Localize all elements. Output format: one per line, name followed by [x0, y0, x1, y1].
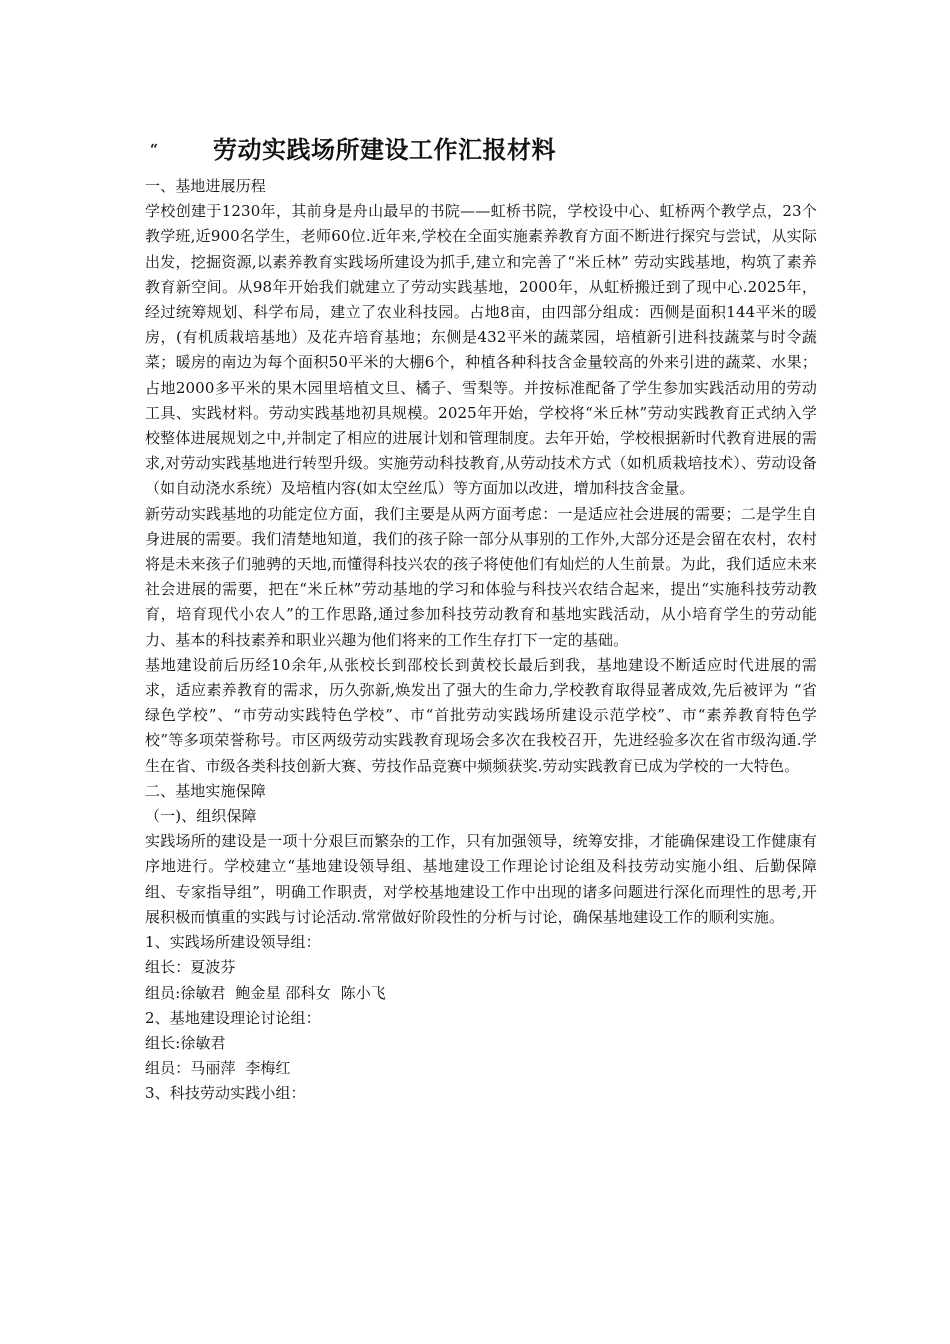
paragraph-function-positioning: 新劳动实践基地的功能定位方面，我们主要是从两方面考虑：一是适应社会进展的需要；二是学生自身进展的需要。我们清楚地知道，我们的孩子除一部分从事别的工作外,大部分还是会留在农村，农村将是未来孩子们驰骋的天地,而懂得科技兴农的孩子将使他们有灿烂的人生前景。为此，我们适应未来社会进展的需要，把在“米丘林”劳动基地的学习和体验与科技兴农结合起来，提出“实施科技劳动教育，培育现代小农人”的工作思路,通过参加科技劳动教育和基地实践活动，从小培育学生的劳动能力、基本的科技素养和职业兴趣为他们将来的工作生存打下一定的基础。 — [145, 504, 817, 649]
document-body — [145, 174, 817, 1107]
document-title: 劳动实践场所建设工作汇报材料 — [213, 135, 556, 164]
group-leader-theory: 组长:徐敏君 — [145, 1033, 226, 1052]
subsection-heading-organization: （一)、组织保障 — [145, 807, 257, 826]
group-title-practice: 3、科技劳动实践小组： — [145, 1084, 306, 1103]
group-leader-leadership: 组长：夏波芬 — [145, 958, 236, 977]
section-heading-progress-history: 一、基地进展历程 — [145, 177, 266, 195]
group-members-leadership: 组员:徐敏君 鲍金星 邵科女 陈小飞 — [145, 983, 386, 1002]
paragraph-organization: 实践场所的建设是一项十分艰巨而繁杂的工作，只有加强领导，统筹安排，才能确保建设工作健康有序地进行。学校建立“基地建设领导组、基地建设工作理论讨论组及科技劳动实施小组、后勤保障组、专家指导组”，明确工作职责，对学校基地建设工作中出现的诸多问题进行深化而理性的思考,开展积极而慎重的实践与讨论活动.常常做好阶段性的分析与讨论，确保基地建设工作的顺利实施。 — [145, 832, 817, 926]
paragraph-school-history: 学校创建于1230年，其前身是舟山最早的书院——虹桥书院，学校设中心、虹桥两个教学点，23个教学班,近900名学生，老师60位.近年来,学校在全面实施素养教育方面不断进行探究与尝试，从实际出发，挖掘资源,以素养教育实践场所建设为抓手,建立和完善了“米丘林” 劳动实践基地，构筑了素养教育新空间。从98年开始我们就建立了劳动实践基地，2000年，从虹桥搬迁到了现中心.2025年，经过统筹规划、科学布局，建立了农业科技园。占地8亩，由四部分组成：西侧是面积144平米的暖房，(有机质栽培基地）及花卉培育基地；东侧是432平米的蔬菜园，培植新引进科技蔬菜与时令蔬菜；暖房的南边为每个面积50平米的大棚6个，种植各种科技含金量较高的外来引进的蔬菜、水果；占地2000多平米的果木园里培植文旦、橘子、雪梨等。并按标准配备了学生参加实践活动用的劳动工具、实践材料。劳动实践基地初具规模。2025年开始，学校将“米丘林”劳动实践教育正式纳入学校整体进展规划之中,并制定了相应的进展计划和管理制度。去年开始，学校根据新时代教育进展的需求,对劳动实践基地进行转型升级。实施劳动科技教育,从劳动技术方式（如机质栽培技术）、劳动设备（如自动浇水系统）及培植内容(如太空丝瓜）等方面加以改进，增加科技含金量。 — [145, 202, 817, 498]
group-members-theory: 组员：马丽萍 李梅红 — [145, 1059, 291, 1078]
group-title-theory: 2、基地建设理论讨论组： — [145, 1008, 321, 1027]
stray-quote-mark: “ — [150, 142, 159, 158]
group-title-leadership: 1、实践场所建设领导组： — [145, 933, 321, 952]
section-heading-implementation-guarantee: 二、基地实施保障 — [145, 781, 266, 800]
paragraph-achievements: 基地建设前后历经10余年,从张校长到邵校长到黄校长最后到我，基地建设不断适应时代进展的需求，适应素养教育的需求，历久弥新,焕发出了强大的生命力,学校教育取得显著成效,先后被评为 “省绿色学校”、“市劳动实践特色学校”、市“首批劳动实践场所建设示范学校”、市“素养教育特色学校”等多项荣誉称号。市区两级劳动实践教育现场会多次在我校召开，先进经验多次在省市级沟通.学生在省、市级各类科技创新大赛、劳技作品竞赛中频频获奖.劳动实践教育已成为学校的一大特色。 — [145, 655, 817, 775]
